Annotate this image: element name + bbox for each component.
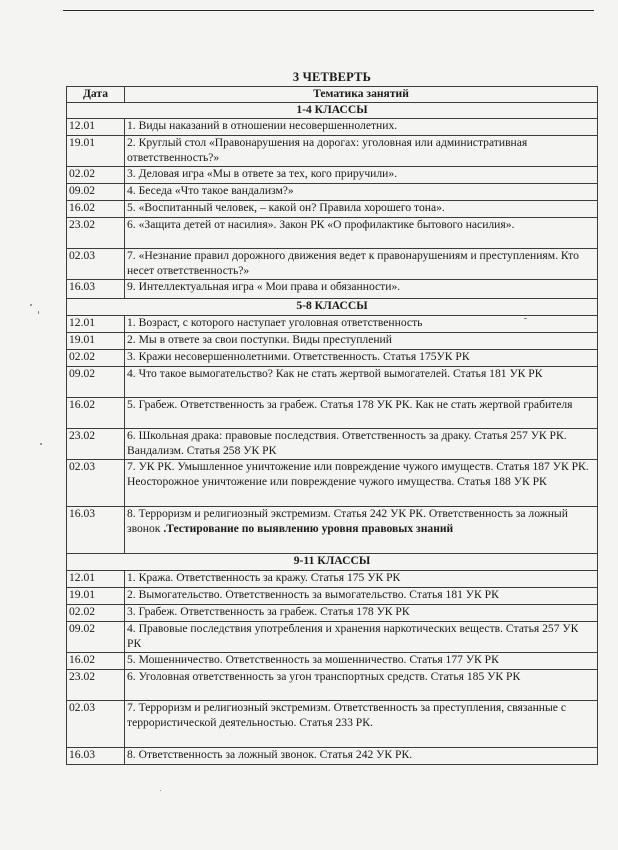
section-title: 5-8 КЛАССЫ — [67, 299, 598, 316]
lesson-topic-text: 7. Терроризм и религиозный экстремизм. Ответственность за преступления, связанные с террористической деятельностью. Статья 233 РК. — [127, 701, 566, 729]
lesson-topic-text: 6. Школьная драка: правовые последствия. Ответственность за драку. Статья 257 УК РК. Вандализм. Статья 258 УК РК — [127, 429, 567, 457]
lesson-date: 02.02 — [67, 605, 125, 622]
lesson-topic-text: 4. Что такое вымогательство? Как не стать жертвой вымогателей. Статья 181 УК РК — [127, 367, 543, 380]
lesson-topic-text: 2. Мы в ответе за свои поступки. Виды преступлений — [127, 333, 392, 346]
table-row — [67, 280, 598, 299]
table-row — [67, 507, 598, 554]
lesson-date: 16.03 — [67, 280, 125, 299]
lesson-topic-text: 9. Интеллектуальная игра « Мои права и обязанности». — [127, 280, 401, 293]
lesson-date: 16.03 — [67, 748, 125, 765]
lesson-date: 02.03 — [67, 249, 125, 280]
lesson-date: 19.01 — [67, 333, 125, 350]
table-row — [67, 136, 598, 167]
scan-speck — [38, 311, 39, 314]
table-row — [67, 605, 598, 622]
section-header-row — [67, 299, 598, 316]
lesson-date: 12.01 — [67, 316, 125, 333]
lesson-topic-text: 8. Терроризм и религиозный экстремизм. Статья 242 УК РК. Ответственность за ложный звонок — [127, 507, 568, 535]
lesson-date: 16.03 — [67, 507, 125, 554]
table-row — [67, 670, 598, 701]
lesson-topic — [125, 350, 598, 367]
table-row — [67, 571, 598, 588]
lesson-date: 19.01 — [67, 136, 125, 167]
lesson-date: 23.02 — [67, 670, 125, 701]
lesson-date: 16.02 — [67, 201, 125, 218]
lesson-date: 02.03 — [67, 460, 125, 507]
lesson-date: 23.02 — [67, 429, 125, 460]
scan-speck — [40, 443, 42, 445]
lesson-date: 02.03 — [67, 701, 125, 748]
table-row — [67, 588, 598, 605]
lesson-topic — [125, 588, 598, 605]
table-row — [67, 398, 598, 429]
lesson-topic-text: 1. Виды наказаний в отношении несовершеннолетних. — [127, 119, 398, 132]
table-row — [67, 622, 598, 653]
table-row — [67, 119, 598, 136]
lesson-topic — [125, 136, 598, 167]
table-row — [67, 367, 598, 398]
scan-speck — [524, 318, 527, 319]
lesson-topic — [125, 119, 598, 136]
table-row — [67, 218, 598, 249]
lesson-topic — [125, 398, 598, 429]
lesson-topic-text: 6. Уголовная ответственность за угон транспортных средств. Статья 185 УК РК — [127, 670, 521, 683]
section-header-row — [67, 103, 598, 119]
lesson-topic — [125, 201, 598, 218]
lesson-topic — [125, 333, 598, 350]
scan-speck — [30, 304, 32, 306]
lesson-date: 19.01 — [67, 588, 125, 605]
lesson-topic — [125, 605, 598, 622]
lesson-topic — [125, 218, 598, 249]
lesson-topic — [125, 701, 598, 748]
table-row — [67, 350, 598, 367]
lesson-topic-text: 3. Грабеж. Ответственность за грабеж. Статья 178 УК РК — [127, 605, 410, 618]
lesson-topic-text: 3. Деловая игра «Мы в ответе за тех, кого приручили». — [127, 167, 398, 180]
lesson-date: 02.02 — [67, 350, 125, 367]
lesson-topic-text: 5. «Воспитанный человек, – какой он? Правила хорошего тона». — [127, 201, 445, 214]
table-row — [67, 316, 598, 333]
lesson-topic — [125, 571, 598, 588]
lesson-topic-text: 6. «Защита детей от насилия». Закон РК «О профилактике бытового насилия». — [127, 218, 515, 231]
lesson-topic — [125, 748, 598, 765]
lesson-topic — [125, 429, 598, 460]
lesson-topic-bold-text: .Тестирование по выявлению уровня правовых знаний — [163, 521, 454, 535]
lesson-topic — [125, 280, 598, 299]
lesson-topic — [125, 167, 598, 184]
lesson-date: 12.01 — [67, 119, 125, 136]
quarter-title: 3 ЧЕТВЕРТЬ — [292, 70, 372, 84]
lesson-topic-text: 5. Грабеж. Ответственность за грабеж. Статья 178 УК РК. Как не стать жертвой грабителя — [127, 398, 573, 411]
date-column-header: Дата — [67, 87, 125, 103]
scan-speck — [160, 790, 161, 791]
lesson-date: 16.02 — [67, 653, 125, 670]
lesson-topic-text: 1. Кража. Ответственность за кражу. Статья 175 УК РК — [127, 571, 401, 584]
section-header-row — [67, 554, 598, 571]
table-row — [67, 249, 598, 280]
lesson-topic — [125, 460, 598, 507]
table-header-row — [67, 87, 598, 103]
lesson-plan-table — [66, 86, 598, 765]
lesson-topic-text: 4. Беседа «Что такое вандализм?» — [127, 184, 294, 197]
lesson-topic — [125, 367, 598, 398]
lesson-topic — [125, 622, 598, 653]
section-title: 9-11 КЛАССЫ — [67, 554, 598, 571]
lesson-date: 16.02 — [67, 398, 125, 429]
lesson-date: 02.02 — [67, 167, 125, 184]
lesson-date: 09.02 — [67, 184, 125, 201]
lesson-date: 09.02 — [67, 622, 125, 653]
table-row — [67, 333, 598, 350]
table-row — [67, 701, 598, 748]
table-row — [67, 653, 598, 670]
lesson-topic-text: 4. Правовые последствия употребления и хранения наркотических веществ. Статья 257 УК РК — [127, 622, 579, 650]
lesson-date: 23.02 — [67, 218, 125, 249]
lesson-topic — [125, 670, 598, 701]
table-row — [67, 748, 598, 765]
lesson-topic-text: 2. Вымогательство. Ответственность за вымогательство. Статья 181 УК РК — [127, 588, 499, 601]
section-title: 1-4 КЛАССЫ — [67, 103, 598, 119]
lesson-topic-text: 2. Круглый стол «Правонарушения на дорогах: уголовная или административная ответственность?» — [127, 136, 528, 164]
lesson-topic-text: 5. Мошенничество. Ответственность за мошенничество. Статья 177 УК РК — [127, 653, 499, 666]
lesson-topic-text: 8. Ответственность за ложный звонок. Статья 242 УК РК. — [127, 748, 413, 761]
scan-edge-line — [63, 10, 594, 11]
lesson-topic-text: 7. «Незнание правил дорожного движения ведет к правонарушениям и преступлениям. Кто несет ответственность?» — [127, 249, 579, 277]
table-row — [67, 184, 598, 201]
table-row — [67, 167, 598, 184]
lesson-topic — [125, 653, 598, 670]
lesson-topic-text: 1. Возраст, с которого наступает уголовная ответственность — [127, 316, 423, 329]
lesson-topic — [125, 184, 598, 201]
table-row — [67, 201, 598, 218]
table-row — [67, 429, 598, 460]
topic-column-header: Тематика занятий — [125, 87, 598, 103]
table-row — [67, 460, 598, 507]
lesson-topic — [125, 507, 598, 554]
lesson-date: 09.02 — [67, 367, 125, 398]
lesson-topic — [125, 249, 598, 280]
lesson-topic-text: 3. Кражи несовершеннолетними. Ответственность. Статья 175УК РК — [127, 350, 470, 363]
lesson-topic-text: 7. УК РК. Умышленное уничтожение или повреждение чужого имуществ. Статья 187 УК РК. Неосторожное уничтожение или повреждение чужого имущества. Статья 188 УК РК — [127, 460, 589, 488]
lesson-date: 12.01 — [67, 571, 125, 588]
